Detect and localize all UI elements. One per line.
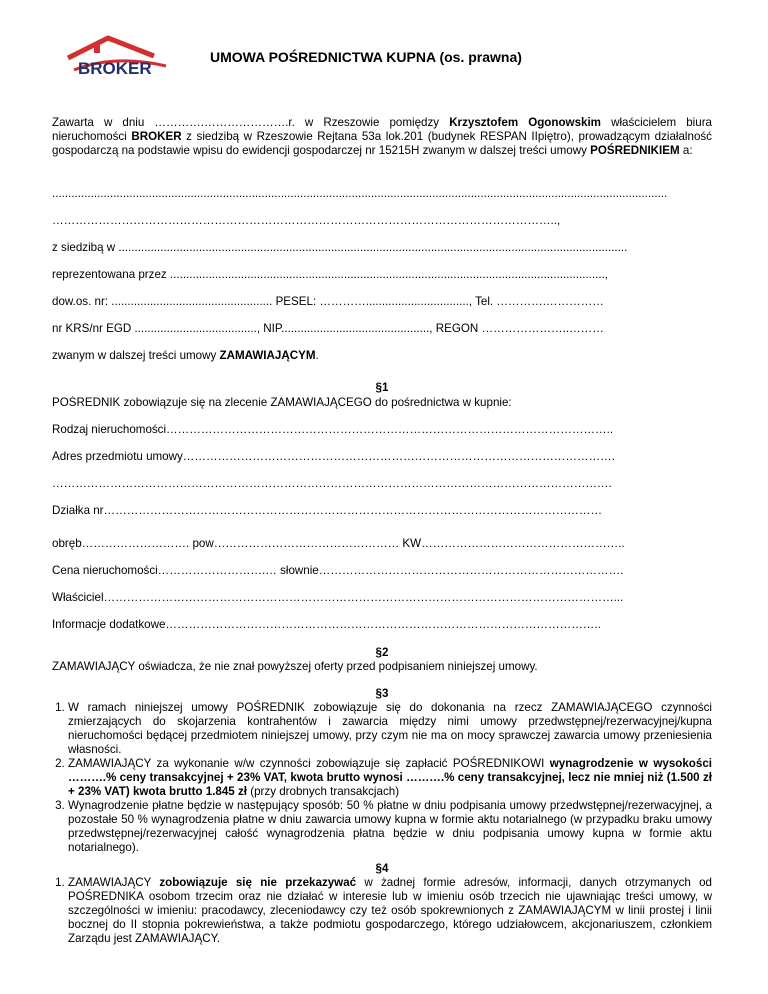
logo-text: BROKER [78, 59, 152, 78]
property-address-field-2[interactable]: ………………………………………………………………………………………………………………………………. [52, 477, 612, 490]
document-title: UMOWA POŚREDNICTWA KUPNA (os. prawna) [210, 49, 522, 65]
section-3-list [52, 701, 712, 855]
section-4-list [52, 876, 712, 946]
seat-field[interactable]: z siedzibą w .............................................................................................................................................................. [52, 241, 628, 254]
plot-number-field[interactable]: Działka nr………………………………………………………………………………………………………………… [52, 504, 603, 517]
broker-logo [64, 34, 176, 84]
section-1-heading: §1 [375, 381, 389, 394]
property-type-field[interactable]: Rodzaj nieruchomości…………………………………………………………………………………………………….. [52, 423, 614, 436]
precinct-area-kw-field[interactable]: obręb………………………. pow………………………………………… KW…………………………………………….. [52, 537, 625, 550]
party-name-field-2[interactable]: ………………………………………………………………………………………………………………….., [52, 214, 561, 227]
id-pesel-tel-field[interactable]: dow.os. nr: .................................................. PESEL: …………................................, Tel. ………….…………… [52, 295, 604, 308]
section-2-text: ZAMAWIAJĄCY oświadcza, że nie znał powyższej oferty przed podpisaniem niniejszej umowy. [52, 660, 538, 673]
ordering-party-definition: zwanym w dalszej treści umowy ZAMAWIAJĄCYM. [52, 349, 319, 362]
property-address-field[interactable]: Adres przedmiotu umowy…………………………………………………………………………………………………. [52, 450, 615, 463]
representative-field[interactable]: reprezentowana przez ......................................................................................................................................., [52, 268, 609, 281]
property-price-field[interactable]: Cena nieruchomości……………………….… słownie……………………………………………………………………. [52, 564, 624, 577]
section-4-heading: §4 [375, 862, 389, 875]
section-3-item-2: 2. ZAMAWIAJĄCY za wykonanie w/w czynności zobowiązuje się zapłacić POŚREDNIKOWI wynagrodzenie w wysokości ……….% ceny transakcyjnej + 23% VAT, kwota brutto wynosi ……….% ceny transakcyjnej, lecz nie mniej niż (1.500 zł + 23% VAT) kwota brutto 1.845 zł (przy drobnych transakcjach) [68, 757, 712, 799]
additional-info-field[interactable]: Informacje dodatkowe………………………………………………………………………………………………….. [52, 618, 601, 631]
section-3-item-1: 1. W ramach niniejszej umowy POŚREDNIK zobowiązuje się do dokonania na rzecz ZAMAWIAJĄCEGO czynności zmierzających do skojarzenia kontrahentów i zawarcia między nimi umowy przedwstępnej/rezerwacyjnej/kupna nieruchomości będącej przedmiotem niniejszej umowy, przy czym nie ma on mocy sprawczej zawarcia umowy przeniesienia własności. [68, 701, 712, 757]
krs-nip-regon-field[interactable]: nr KRS/nr EGD ......................................, NIP.............................................., REGON …………………..……… [52, 322, 604, 335]
section-1-text: POŚREDNIK zobowiązuje się na zlecenie ZAMAWIAJĄCEGO do pośrednictwa w kupnie: [52, 396, 512, 409]
section-3-heading: §3 [375, 687, 389, 700]
house-roof-icon [64, 34, 176, 84]
section-3-item-3: 3. Wynagrodzenie płatne będzie w następujący sposób: 50 % płatne w dniu podpisania umowy przedwstępnej/rezerwacyjnej, a pozostałe 50 % wynagrodzenia płatne w dniu zawarcia umowy kupna w formie aktu notarialnego (w przypadku braku umowy przedwstępnej/rezerwacyjnej całość wynagrodzenia płatna będzie w dniu podpisania umowy kupna w formie aktu notarialnego). [68, 799, 712, 855]
party-name-field[interactable]: ............................................................................................................................................................................................... [52, 187, 668, 200]
owner-field[interactable]: Właściciel……………………………………………………………………………………………………………………... [52, 591, 624, 604]
section-4-item-1: 1. ZAMAWIAJĄCY zobowiązuje się nie przekazywać w żadnej formie adresów, informacji, danych otrzymanych od POŚREDNIKA osobom trzecim oraz nie działać w interesie lub w imieniu osób trzecich nie ujawniając treści umowy, w szczególności w imieniu: pracodawcy, zleceniodawcy czy też osób spokrewnionych z ZAMAWIAJĄCYM w linii prostej i linii bocznej do II stopnia pokrewieństwa, a także podmiotu gospodarczego, którego udziałowcem, akcjonariuszem, członkiem Zarządu jest ZAMAWIAJĄCY. [68, 876, 712, 946]
section-2-heading: §2 [375, 646, 389, 659]
intro-paragraph: Zawarta w dniu ………….………………….r. w Rzeszowie pomiędzy Krzysztofem Ogonowskim właścicielem biura nieruchomości BROKER z siedzibą w Rzeszowie Rejtana 53a lok.201 (budynek RESPAN IIpiętro), prowadzącym działalność gospodarczą na podstawie wpisu do ewidencji gospodarczej nr 15215H zwanym w dalszej treści umowy POŚREDNIKIEM a: [52, 116, 713, 157]
